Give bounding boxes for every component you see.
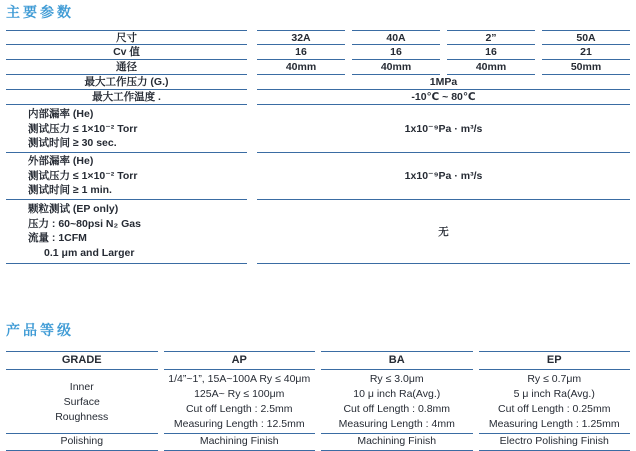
main-params-table — [6, 30, 630, 264]
roughness-label-line: Inner — [69, 381, 94, 393]
roughness-spec: Cut off Length : 2.5mm — [185, 403, 293, 415]
param-row-particle-test — [6, 200, 630, 265]
particle-size: 0.1 μm and Larger — [44, 246, 135, 259]
param-value: 32A — [257, 30, 345, 45]
param-row-max-pressure — [6, 75, 630, 90]
roughness-spec: Measuring Length : 4mm — [338, 418, 455, 430]
roughness-spec: Measuring Length : 1.25mm — [488, 418, 620, 430]
product-grade-title: 产品等级 — [6, 322, 74, 338]
roughness-label-line: Surface — [63, 396, 100, 408]
param-label-block — [6, 105, 247, 153]
param-value: 16 — [257, 45, 345, 60]
param-label: Cv 值 — [6, 45, 247, 60]
param-label: 通径 — [6, 60, 247, 75]
param-value: -10℃ ~ 80℃ — [257, 90, 630, 105]
param-value: 40mm — [257, 60, 345, 75]
grade-header: EP — [479, 351, 631, 370]
param-value: 40A — [352, 30, 440, 45]
roughness-spec: Ry ≤ 0.7μm — [527, 373, 582, 385]
roughness-spec: Cut off Length : 0.25mm — [498, 403, 611, 415]
roughness-row — [6, 370, 630, 434]
roughness-spec: 1/4”~1”, 15A~100A Ry ≤ 40μm — [168, 373, 311, 385]
roughness-ep — [479, 370, 631, 434]
particle-pressure: 压力 : 60~80psi N₂ Gas — [28, 217, 141, 230]
grade-header-row — [6, 351, 630, 370]
roughness-spec: Cut off Length : 0.8mm — [343, 403, 451, 415]
roughness-ap — [164, 370, 316, 434]
param-row-size — [6, 30, 630, 45]
param-row-cv — [6, 45, 630, 60]
roughness-spec: Ry ≤ 3.0μm — [369, 373, 424, 385]
leak-test-pressure: 测试压力 ≤ 1×10⁻² Torr — [28, 122, 138, 135]
param-row-max-temp — [6, 90, 630, 105]
param-value: 无 — [257, 200, 630, 265]
product-grade-table — [6, 351, 630, 451]
main-params-title: 主要参数 — [6, 4, 74, 20]
roughness-spec: Measuring Length : 12.5mm — [173, 418, 305, 430]
param-value: 2” — [447, 30, 535, 45]
roughness-ba — [321, 370, 473, 434]
param-value: 50mm — [542, 60, 630, 75]
param-row-external-leak — [6, 153, 630, 200]
param-label-block — [6, 200, 247, 265]
param-label: 最大工作压力 (G.) — [6, 75, 247, 90]
param-value: 16 — [447, 45, 535, 60]
grade-header: AP — [164, 351, 316, 370]
param-value: 40mm — [352, 60, 440, 75]
leak-title: 外部漏率 (He) — [28, 155, 94, 167]
roughness-label-line: Roughness — [55, 411, 109, 423]
param-value: 40mm — [447, 60, 535, 75]
polishing-row — [6, 434, 630, 451]
param-value: 1x10⁻⁹Pa · m³/s — [257, 105, 630, 153]
leak-test-time: 测试时间 ≥ 30 sec. — [28, 137, 117, 149]
grade-header: GRADE — [6, 351, 158, 370]
roughness-spec: 125A~ Ry ≤ 100μm — [194, 388, 285, 400]
polishing-ap: Machining Finish — [164, 434, 316, 451]
polishing-ba: Machining Finish — [321, 434, 473, 451]
param-row-internal-leak — [6, 105, 630, 153]
leak-test-time: 测试时间 ≥ 1 min. — [28, 184, 112, 196]
particle-title: 颗粒测试 (EP only) — [28, 203, 119, 215]
param-row-bore — [6, 60, 630, 75]
grade-header: BA — [321, 351, 473, 370]
param-value: 1MPa — [257, 75, 630, 90]
param-label-block — [6, 153, 247, 200]
param-value: 21 — [542, 45, 630, 60]
roughness-spec: 10 μ inch Ra(Avg.) — [353, 388, 441, 400]
leak-title: 内部漏率 (He) — [28, 108, 94, 120]
polishing-label: Polishing — [6, 434, 158, 451]
leak-test-pressure: 测试压力 ≤ 1×10⁻² Torr — [28, 169, 138, 182]
polishing-ep: Electro Polishing Finish — [479, 434, 631, 451]
particle-flow: 流量 : 1CFM — [28, 232, 87, 244]
roughness-spec: 5 μ inch Ra(Avg.) — [513, 388, 595, 400]
param-value: 50A — [542, 30, 630, 45]
param-value: 1x10⁻⁹Pa · m³/s — [257, 153, 630, 200]
roughness-label — [6, 370, 158, 434]
param-value: 16 — [352, 45, 440, 60]
param-label: 最大工作温度 . — [6, 90, 247, 105]
param-label: 尺寸 — [6, 30, 247, 45]
